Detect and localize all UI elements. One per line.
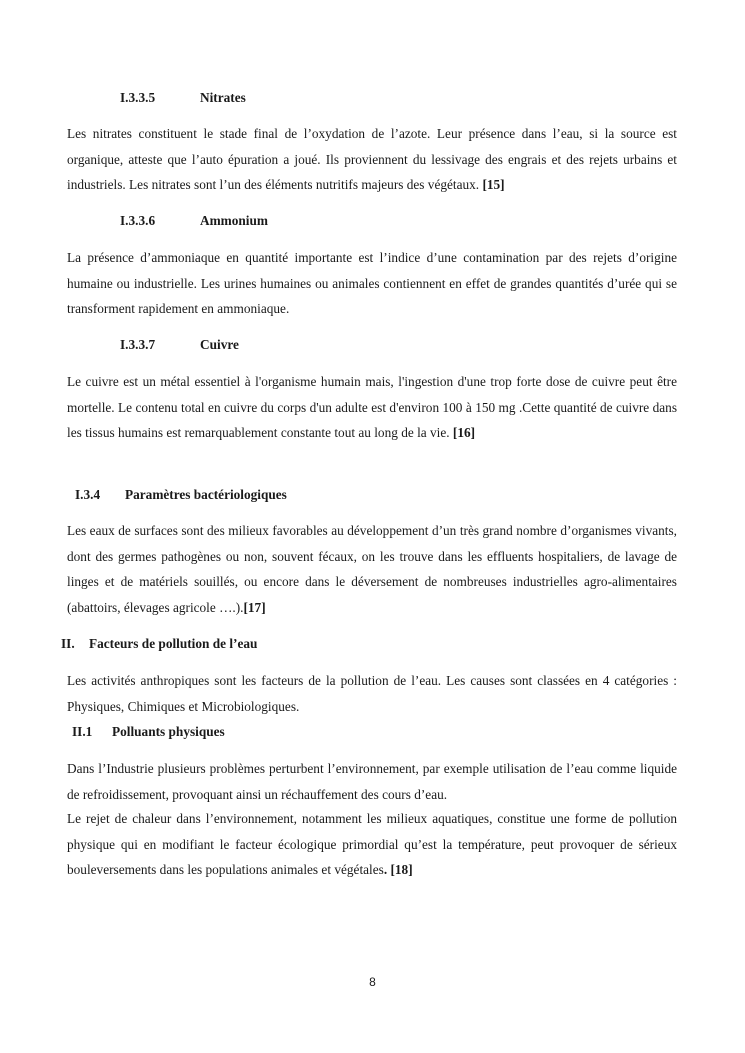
heading-title: Polluants physiques — [112, 724, 225, 739]
paragraph-nitrates — [67, 121, 677, 198]
heading-number: I.3.3.5 — [120, 90, 156, 105]
heading-title: Paramètres bactériologiques — [125, 487, 287, 502]
heading-bacteriologiques — [75, 487, 287, 503]
heading-ammonium — [120, 213, 268, 229]
heading-title: Nitrates — [200, 90, 246, 105]
page-number: 8 — [369, 975, 376, 989]
heading-facteurs-pollution — [61, 636, 257, 652]
paragraph-text: Les nitrates constituent le stade final de l’oxydation de l’azote. Leur présence dans l’eau, si la source est organique, atteste que l’auto épuration a joué. Ils proviennent du lessivage des engrais et des rejets urbains et industriels. Les nitrates sont l’un des éléments nutritifs majeurs des végétaux. — [67, 126, 677, 193]
paragraph-text: Le cuivre est un métal essentiel à l'organisme humain mais, l'ingestion d'une trop forte dose de cuivre peut être mortelle. Le contenu total en cuivre du corps d'un adulte est d'environ 100 à 150 mg .Cette quantité de cuivre dans les tissus humains est remarquablement constante tout au long de la vie. — [67, 374, 677, 441]
heading-number: I.3.3.6 — [120, 213, 156, 228]
heading-polluants-physiques — [72, 724, 225, 740]
citation-ref: [15] — [482, 177, 505, 193]
heading-number: I.3.4 — [75, 487, 101, 502]
heading-number: II.1 — [72, 724, 93, 739]
citation-dot: . — [383, 862, 388, 878]
paragraph-polluants-physiques — [67, 756, 677, 807]
paragraph-text: Les activités anthropiques sont les facteurs de la pollution de l’eau. Les causes sont classées en 4 catégories : Physiques, Chimiques et Microbiologiques. — [67, 673, 677, 714]
paragraph-text: La présence d’ammoniaque en quantité importante est l’indice d’une contamination par des rejets d’origine humaine ou industrielle. Les urines humaines ou animales contiennent en effet de grandes quantités d’urée qui se transforment rapidement en ammoniaque. — [67, 250, 677, 317]
heading-cuivre — [120, 337, 239, 353]
citation-ref: [18] — [390, 862, 413, 878]
paragraph-facteurs-pollution — [67, 668, 677, 719]
paragraph-text: Le rejet de chaleur dans l’environnement, notamment les milieux aquatiques, constitue une forme de pollution physique qui en modifiant le facteur écologique primordial qu’est la température, peut provoquer de sérieux bouleversements dans les populations animales et végétales — [67, 811, 677, 878]
heading-title: Facteurs de pollution de l’eau — [89, 636, 258, 651]
heading-nitrates — [120, 90, 246, 106]
heading-title: Ammonium — [200, 213, 268, 228]
paragraph-text: Les eaux de surfaces sont des milieux favorables au développement d’un très grand nombre d’organismes vivants, dont des germes pathogènes ou non, souvent fécaux, on les trouve dans les effluents hospitaliers, de lavage de linges et de matériels souillés, ou encore dans le déversement de nombreuses industrielles agro-alimentaires (abattoirs, élevages agricole ….). — [67, 523, 677, 615]
paragraph-rejet-chaleur — [67, 806, 677, 883]
heading-title: Cuivre — [200, 337, 239, 352]
paragraph-bacteriologiques — [67, 518, 677, 620]
heading-number: I.3.3.7 — [120, 337, 156, 352]
heading-number: II. — [61, 636, 75, 651]
citation-ref: [16] — [452, 425, 476, 441]
paragraph-text: Dans l’Industrie plusieurs problèmes perturbent l’environnement, par exemple utilisation de l’eau comme liquide de refroidissement, provoquant ainsi un réchauffement des cours d’eau. — [67, 761, 677, 802]
citation-ref: [17] — [243, 599, 266, 615]
paragraph-ammonium — [67, 245, 677, 322]
paragraph-cuivre — [67, 369, 677, 446]
